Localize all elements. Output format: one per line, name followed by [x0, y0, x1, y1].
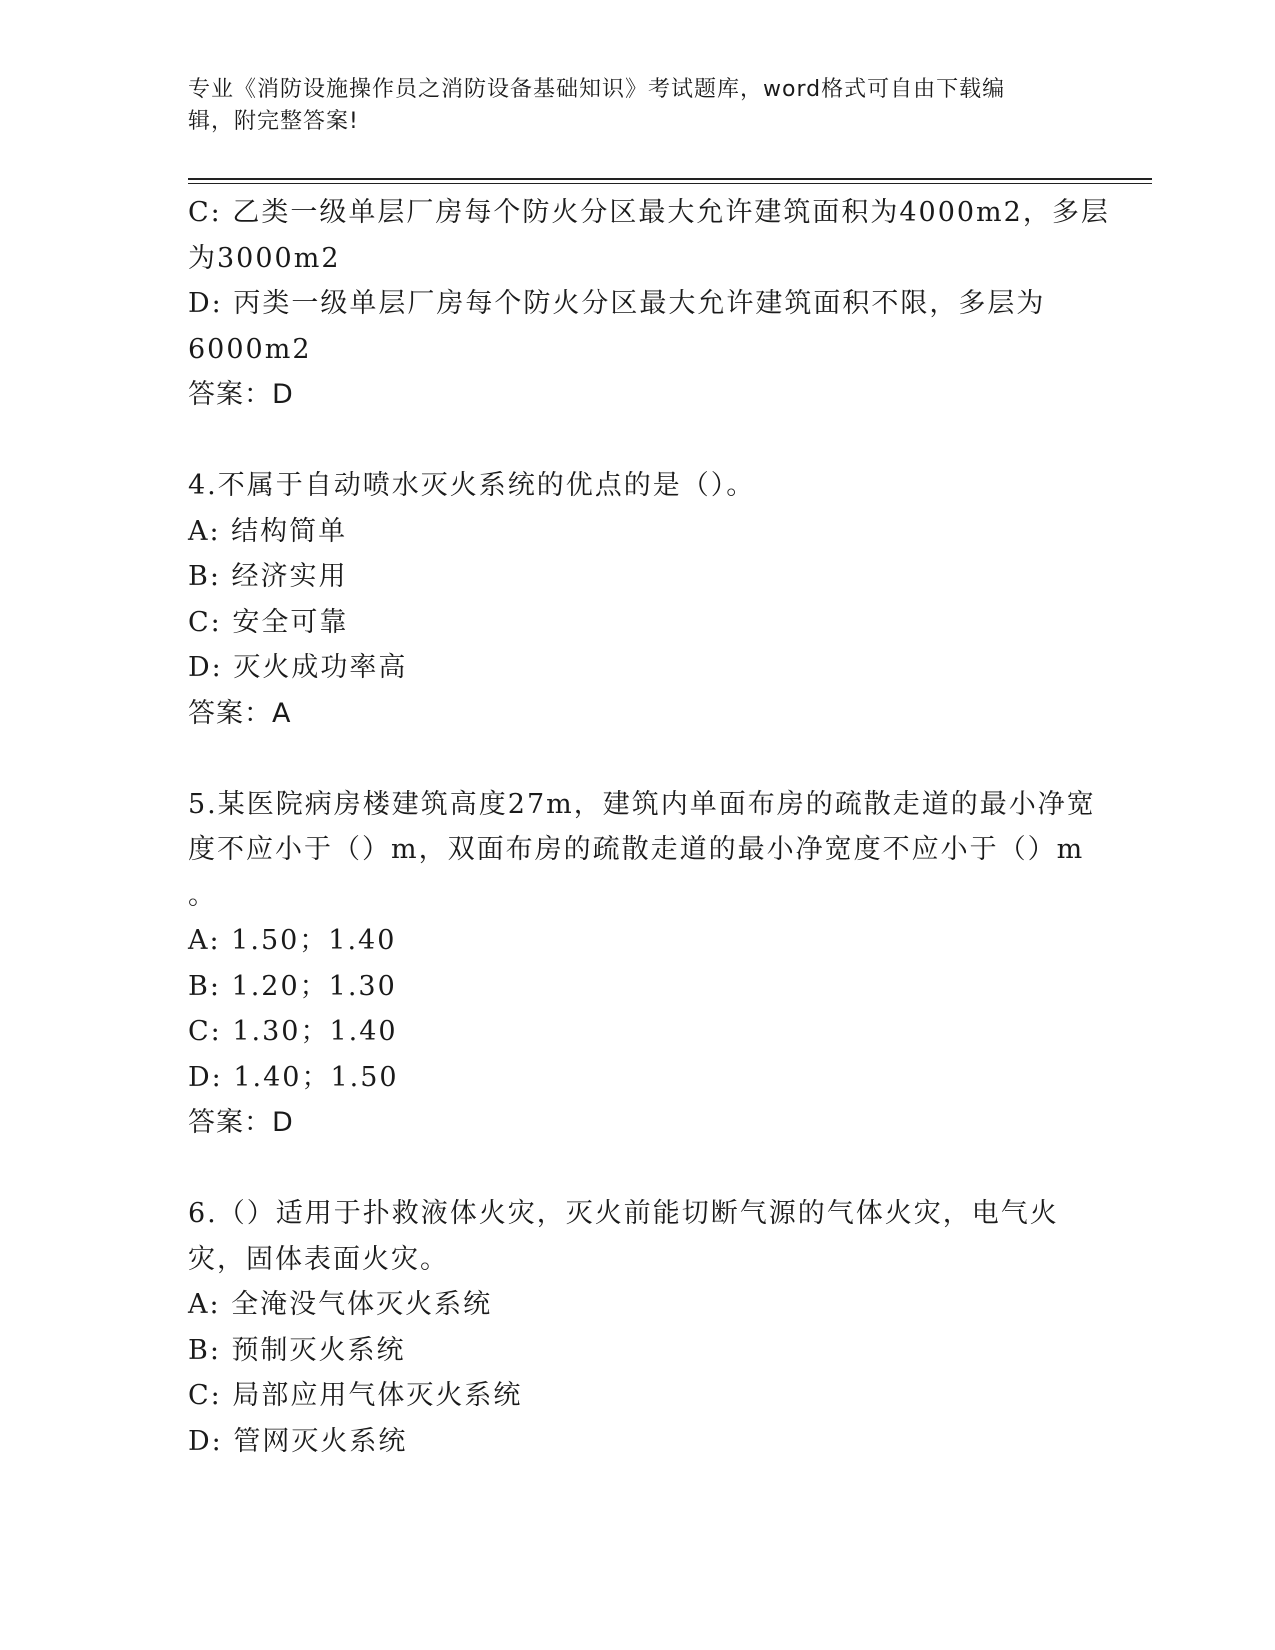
- option-a: A: 结构简单: [188, 515, 348, 547]
- option-c: C: 1.30；1.40: [188, 1016, 398, 1047]
- option-c-line-1: C: 乙类一级单层厂房每个防火分区最大允许建筑面积为4000m2，多层: [188, 197, 1110, 228]
- option-c-line-2: 为3000m2: [188, 242, 341, 274]
- header-line-2: 辑，附完整答案!: [188, 109, 359, 134]
- question-4: [188, 463, 1088, 736]
- option-c: C: 局部应用气体灭火系统: [188, 1380, 523, 1411]
- header-line-1: 专业《消防设施操作员之消防设备基础知识》考试题库，word格式可自由下载编: [188, 77, 1006, 102]
- question-stem-line-1: 5.某医院病房楼建筑高度27m，建筑内单面布房的疏散走道的最小净宽: [188, 788, 1096, 820]
- question-stem-line-2: 度不应小于（）m，双面布房的疏散走道的最小净宽度不应小于（）m: [188, 834, 1085, 865]
- option-a: A: 全淹没气体灭火系统: [188, 1289, 493, 1320]
- answer: 答案：D: [188, 379, 294, 410]
- header-rule-thick: [188, 178, 1152, 180]
- question-stem-line-3: 。: [188, 879, 217, 911]
- question-6: [188, 1191, 1088, 1464]
- option-b: B: 1.20；1.30: [188, 970, 397, 1002]
- option-d-line-2: 6000m2: [188, 333, 312, 365]
- option-c: C: 安全可靠: [188, 606, 349, 638]
- option-d: D: 灭火成功率高: [188, 652, 408, 683]
- spacer: [188, 418, 1088, 464]
- question-5: [188, 782, 1096, 1146]
- question-stem-line-2: 灾，固体表面火灾。: [188, 1243, 449, 1275]
- option-a: A: 1.50；1.40: [188, 925, 397, 956]
- document-header: [188, 74, 1068, 138]
- option-d: D: 1.40；1.50: [188, 1061, 399, 1093]
- option-b: B: 预制灭火系统: [188, 1334, 406, 1366]
- spacer: [188, 736, 1088, 782]
- question-3-continued: [188, 190, 1110, 418]
- option-d: D: 管网灭火系统: [188, 1425, 408, 1457]
- answer: 答案：A: [188, 697, 292, 729]
- header-rule-thin: [188, 183, 1152, 184]
- question-stem: 4.不属于自动喷水灭火系统的优点的是（）。: [188, 470, 756, 501]
- answer: 答案：D: [188, 1107, 294, 1138]
- option-b: B: 经济实用: [188, 561, 348, 592]
- question-list: [188, 190, 1110, 1464]
- spacer: [188, 1146, 1088, 1192]
- question-stem-line-1: 6.（）适用于扑救液体火灾，灭火前能切断气源的气体火灾，电气火: [188, 1198, 1059, 1229]
- option-d-line-1: D: 丙类一级单层厂房每个防火分区最大允许建筑面积不限，多层为: [188, 288, 1046, 319]
